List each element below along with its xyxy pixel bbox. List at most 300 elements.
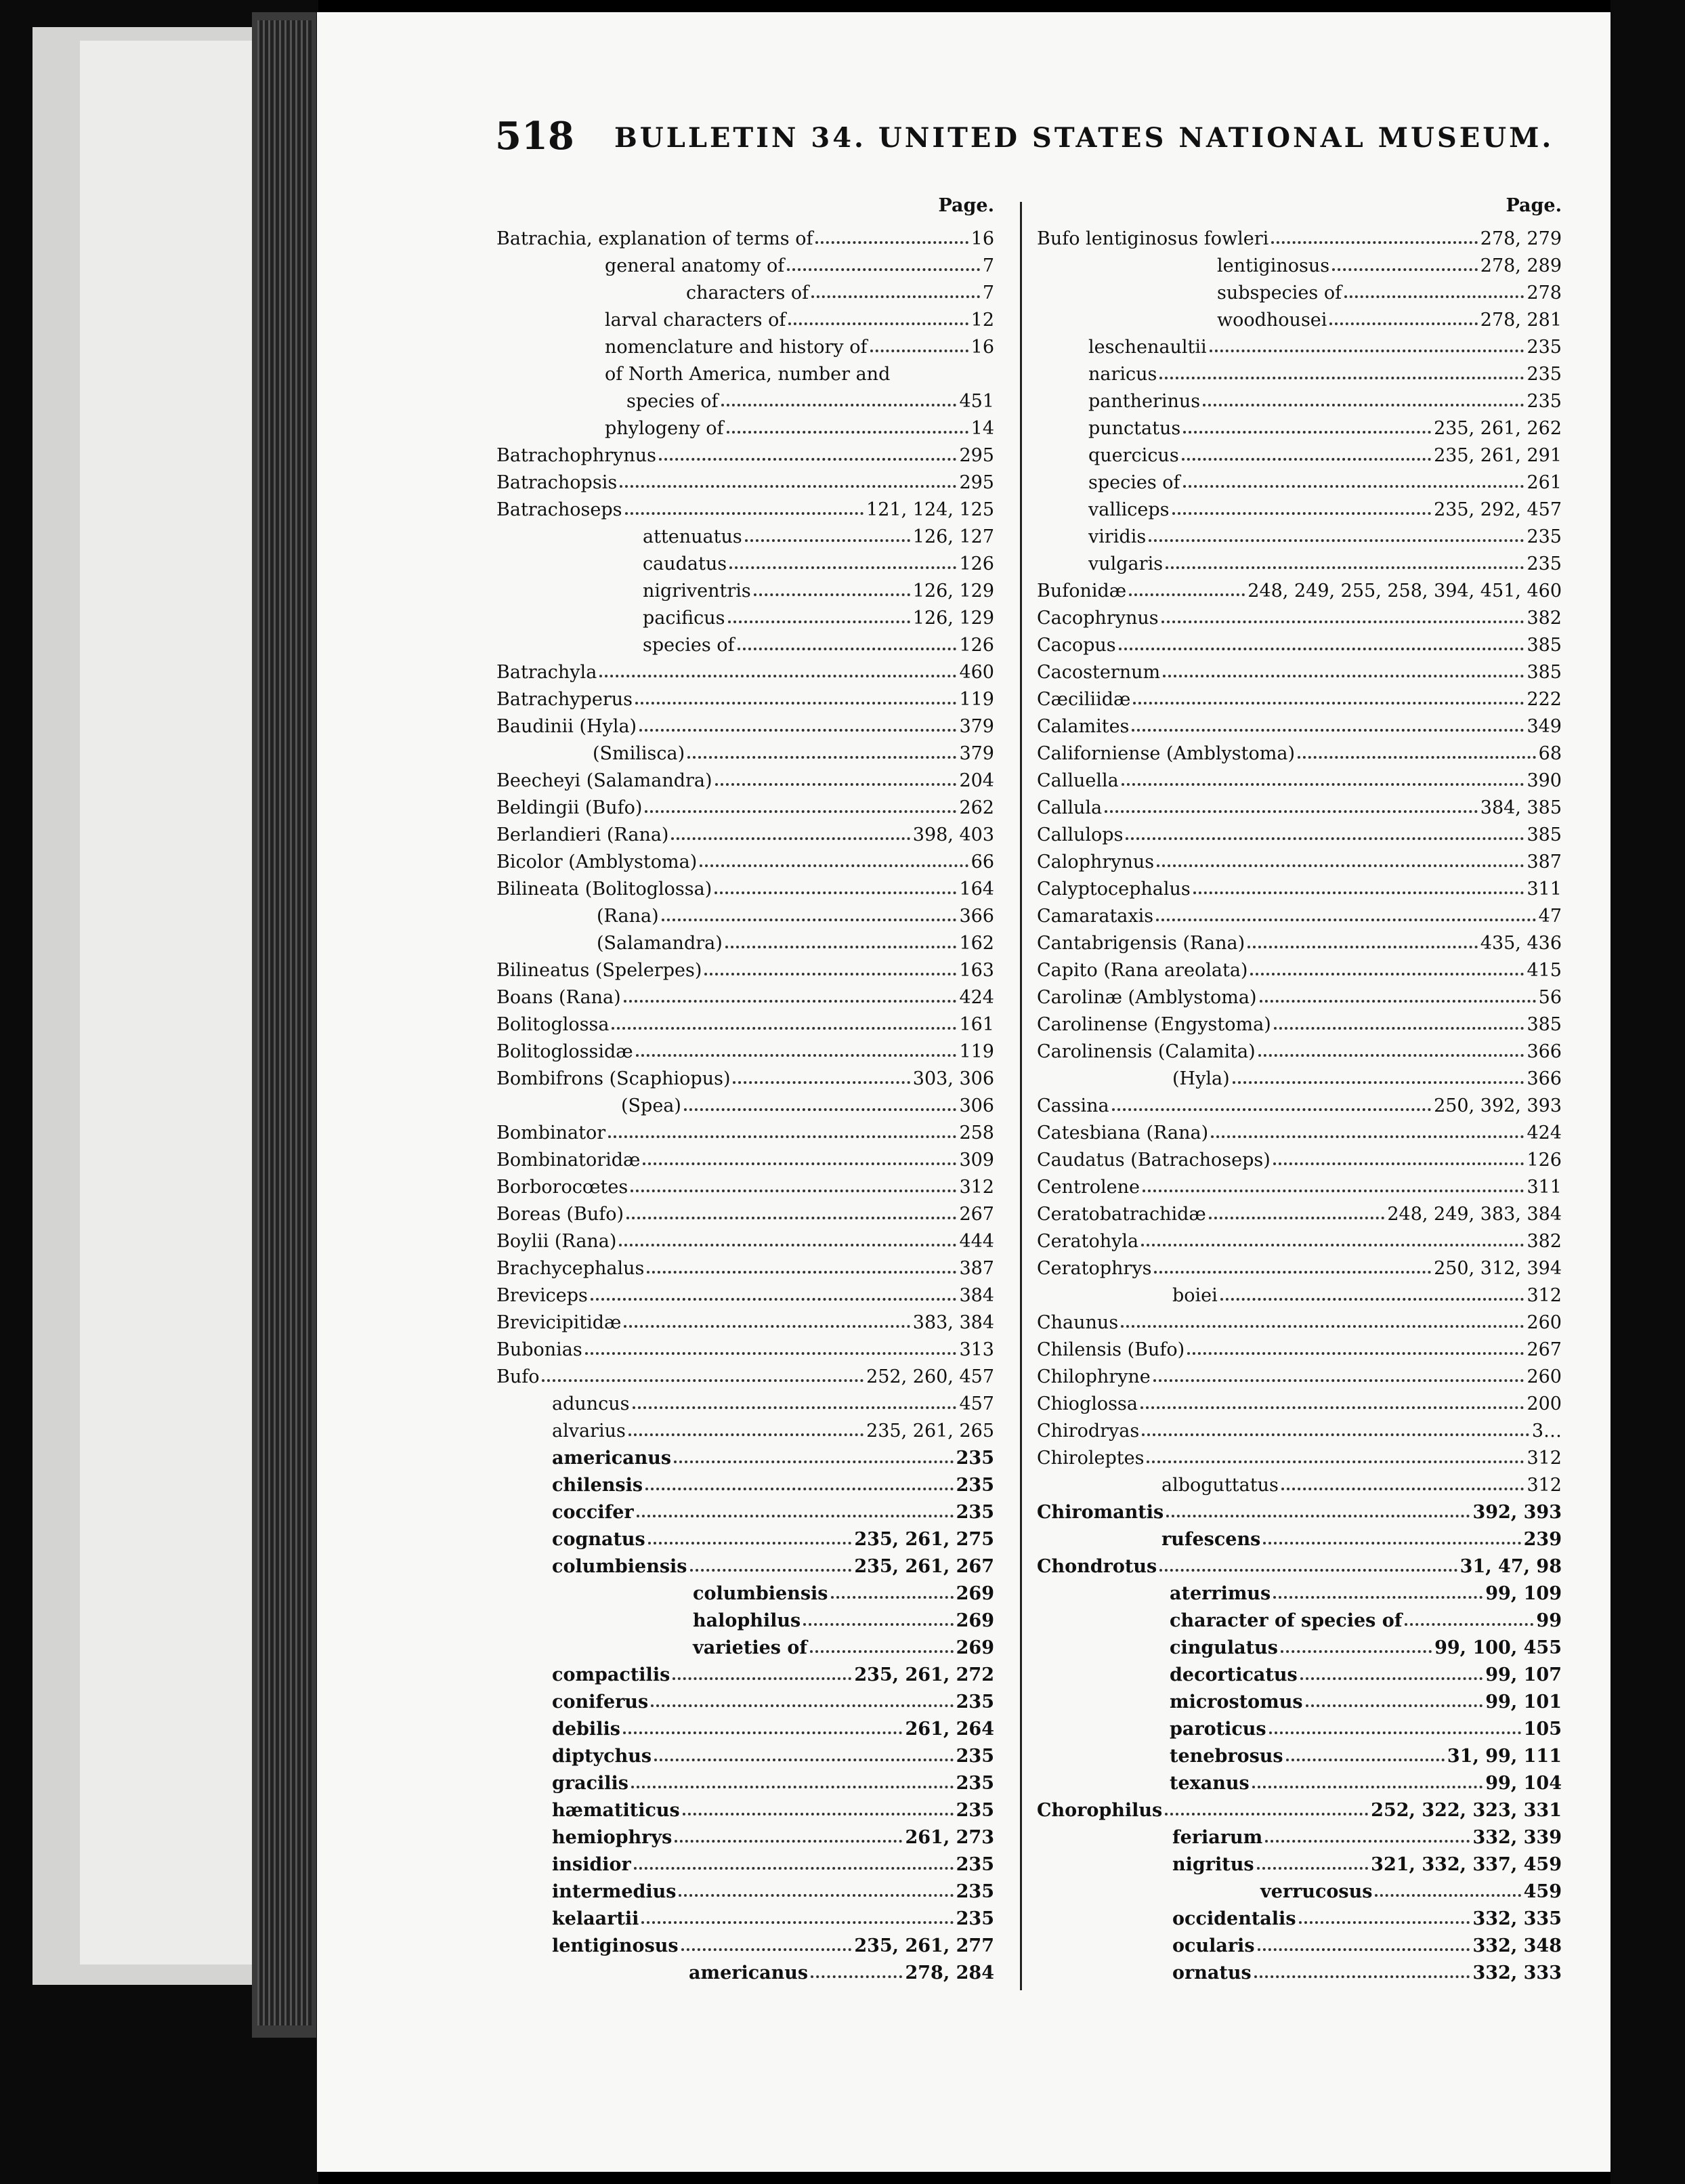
index-entry (1037, 1821, 1562, 1848)
dot-leader (727, 431, 968, 434)
index-entry (1037, 791, 1562, 818)
index-term: Chilensis (Bufo) (1037, 1339, 1185, 1360)
dot-leader (645, 1488, 954, 1490)
dot-leader (639, 729, 956, 732)
index-term: Chorophilus (1037, 1800, 1163, 1821)
index-entry (1037, 1550, 1562, 1577)
index-term: (Salamandra) (597, 933, 723, 954)
dot-leader (803, 1623, 953, 1626)
index-entry (1037, 1333, 1562, 1360)
page-references: 12 (971, 310, 994, 331)
index-term: Batrachyla (496, 662, 597, 683)
index-entry (496, 873, 994, 900)
dot-leader (1119, 648, 1524, 650)
dot-leader (1132, 729, 1524, 732)
dot-leader (633, 1406, 957, 1409)
page-references: 278, 289 (1480, 255, 1562, 276)
page-references: 366 (1527, 1041, 1562, 1062)
page-references: 260 (1527, 1312, 1562, 1333)
page-references: 235, 261, 275 (854, 1529, 994, 1550)
index-entry (1037, 466, 1562, 493)
index-entry (496, 1956, 994, 1983)
dot-leader (591, 1298, 957, 1301)
index-entry (496, 1523, 994, 1550)
index-term: Caudatus (Batrachoseps) (1037, 1150, 1271, 1171)
index-term: diptychus (552, 1746, 652, 1767)
index-entry (1037, 1875, 1562, 1902)
index-term: hæmatiticus (552, 1800, 680, 1821)
dot-leader (1153, 1379, 1524, 1382)
dot-leader (1299, 1921, 1470, 1924)
page-references: 235, 261, 265 (866, 1421, 994, 1442)
index-term: aduncus (552, 1393, 630, 1414)
page-references: 235, 261, 272 (854, 1664, 994, 1685)
dot-leader (1121, 1325, 1524, 1328)
index-entry (496, 1929, 994, 1956)
dot-leader (1133, 702, 1524, 705)
page-references: 235 (956, 1448, 994, 1469)
index-entry (496, 1143, 994, 1171)
index-term: decorticatus (1170, 1664, 1298, 1685)
dot-leader (725, 946, 957, 948)
dot-leader (1286, 1759, 1445, 1761)
dot-leader (788, 322, 968, 325)
index-term: Cantabrigensis (Rana) (1037, 933, 1245, 954)
index-entry (1037, 1062, 1562, 1089)
index-term: Bilineatus (Spelerpes) (496, 960, 702, 981)
index-term: tenebrosus (1170, 1746, 1283, 1767)
dot-leader (612, 1027, 956, 1030)
dot-leader (1147, 1461, 1524, 1463)
dot-leader (1122, 783, 1524, 786)
dot-leader (1250, 973, 1524, 975)
dot-leader (647, 1271, 956, 1274)
index-entry (496, 358, 994, 385)
index-entry (1037, 602, 1562, 629)
index-entry (496, 574, 994, 602)
dot-leader (1159, 377, 1524, 379)
dot-leader (1306, 1704, 1483, 1707)
page-references: 260 (1527, 1366, 1562, 1387)
index-entry (496, 710, 994, 737)
index-entry (496, 276, 994, 303)
dot-leader (1274, 1027, 1524, 1030)
index-term: species of (1088, 472, 1180, 493)
index-entry (1037, 1713, 1562, 1740)
index-entry (496, 1198, 994, 1225)
page-references: 258 (959, 1122, 994, 1143)
index-term: pacificus (643, 608, 725, 629)
page-references: 385 (1527, 824, 1562, 845)
page-references: 278 (1527, 282, 1562, 303)
index-list-left (496, 222, 994, 1983)
page-references: 261, 264 (905, 1719, 994, 1740)
dot-leader (654, 1759, 954, 1761)
index-term: Chirodryas (1037, 1421, 1140, 1442)
index-entry (496, 845, 994, 873)
index-entry (1037, 385, 1562, 412)
index-entry (496, 981, 994, 1008)
page-references: 312 (1527, 1285, 1562, 1306)
index-entry (496, 629, 994, 656)
dot-leader (1258, 1948, 1470, 1951)
index-entry (496, 1713, 994, 1740)
index-entry (496, 1740, 994, 1767)
page-references: 105 (1523, 1719, 1562, 1740)
index-entry (1037, 900, 1562, 927)
index-term: Cacophrynus (1037, 608, 1159, 629)
index-term: of North America, number and (605, 364, 891, 385)
index-entry (1037, 1848, 1562, 1875)
index-entry (1037, 1198, 1562, 1225)
index-term: gracilis (552, 1773, 629, 1794)
index-entry (496, 1875, 994, 1902)
index-term: alboguttatus (1161, 1475, 1279, 1496)
page-references: 382 (1527, 608, 1562, 629)
page-references: 382 (1527, 1231, 1562, 1252)
index-term: Batrachoseps (496, 499, 622, 520)
dot-leader (1193, 891, 1524, 894)
dot-leader (1344, 295, 1524, 298)
index-entry (496, 331, 994, 358)
page-references: 332, 339 (1472, 1827, 1562, 1848)
page-references: 349 (1527, 716, 1562, 737)
index-term: (Spea) (621, 1095, 681, 1116)
index-term: ornatus (1172, 1962, 1252, 1983)
dot-leader (625, 512, 864, 515)
dot-leader (1156, 919, 1536, 921)
page-references: 306 (959, 1095, 994, 1116)
index-entry (1037, 276, 1562, 303)
index-term: lentiginosus (552, 1935, 679, 1956)
page-references: 119 (959, 689, 994, 710)
index-entry (496, 1685, 994, 1713)
index-term: Bombinator (496, 1122, 606, 1143)
page-references: 460 (959, 662, 994, 683)
dot-leader (1265, 1840, 1470, 1843)
index-term: americanus (689, 1962, 809, 1983)
page-references: 385 (1527, 662, 1562, 683)
index-term: Boreas (Bufo) (496, 1204, 624, 1225)
index-entry (496, 1469, 994, 1496)
page-references: 261, 273 (905, 1827, 994, 1848)
page-references: 99, 107 (1485, 1664, 1562, 1685)
index-term: valliceps (1088, 499, 1170, 520)
index-entry (496, 954, 994, 981)
dot-leader (1112, 1108, 1431, 1111)
running-title: BULLETIN 34. UNITED STATES NATIONAL MUSEUM. (614, 122, 1554, 154)
dot-leader (700, 864, 968, 867)
page-references: 332, 348 (1472, 1935, 1562, 1956)
index-entry (1037, 222, 1562, 249)
index-term: nomenclature and history of (605, 337, 868, 358)
index-entry (496, 385, 994, 412)
dot-leader (1332, 268, 1478, 271)
index-entry (496, 900, 994, 927)
dot-leader (635, 702, 956, 705)
page-references: 235, 292, 457 (1434, 499, 1562, 520)
index-entry (1037, 1442, 1562, 1469)
page-references: 248, 249, 255, 258, 394, 451, 460 (1247, 581, 1562, 602)
index-term: species of (643, 635, 735, 656)
dot-leader (628, 1433, 863, 1436)
index-term: Cacopus (1037, 635, 1116, 656)
dot-leader (631, 1190, 956, 1192)
index-term: (Rana) (597, 906, 659, 927)
index-entry (496, 1062, 994, 1089)
index-term: verrucosus (1260, 1881, 1373, 1902)
dot-leader (1258, 1054, 1524, 1057)
index-entry (496, 466, 994, 493)
page-references: 56 (1538, 987, 1562, 1008)
page-references: 163 (959, 960, 994, 981)
index-entry (1037, 520, 1562, 547)
page-references: 252, 260, 457 (866, 1366, 994, 1387)
index-entry (496, 791, 994, 818)
dot-leader (599, 675, 956, 677)
page-references: 267 (959, 1204, 994, 1225)
index-entry (496, 493, 994, 520)
page-references: 383, 384 (912, 1312, 994, 1333)
dot-leader (811, 1975, 902, 1978)
page-references: 126 (959, 635, 994, 656)
dot-leader (1154, 1271, 1431, 1274)
dot-leader (721, 404, 957, 406)
page-references: 332, 335 (1472, 1908, 1562, 1929)
dot-leader (1140, 1406, 1524, 1409)
index-entry (496, 602, 994, 629)
page-references: 3… (1531, 1421, 1562, 1442)
page-references: 235 (956, 1881, 994, 1902)
page-references: 235 (956, 1800, 994, 1821)
page-references: 424 (959, 987, 994, 1008)
dot-leader (745, 539, 910, 542)
index-entry (496, 1550, 994, 1577)
column-heading-page: Page. (938, 195, 994, 216)
index-entry (1037, 1225, 1562, 1252)
page-references: 119 (959, 1041, 994, 1062)
dot-leader (728, 621, 910, 623)
dot-leader (1211, 1135, 1524, 1138)
index-entry (1037, 656, 1562, 683)
page-number: 518 (495, 114, 574, 159)
index-entry (1037, 1929, 1562, 1956)
index-term: Calophrynus (1037, 852, 1155, 873)
page-references: 222 (1527, 689, 1562, 710)
page-references: 312 (959, 1177, 994, 1198)
index-entry (1037, 574, 1562, 602)
index-entry (496, 818, 994, 845)
page-references: 200 (1527, 1393, 1562, 1414)
index-term: columbiensis (552, 1556, 687, 1577)
index-entry (1037, 1902, 1562, 1929)
dot-leader (714, 891, 956, 894)
dot-leader (811, 295, 980, 298)
page-references: 99, 101 (1485, 1692, 1562, 1713)
dot-leader (1329, 322, 1477, 325)
index-entry (496, 1360, 994, 1387)
dot-leader (733, 1081, 910, 1084)
index-term: Boylii (Rana) (496, 1231, 617, 1252)
index-entry (1037, 412, 1562, 439)
index-term: ocularis (1172, 1935, 1255, 1956)
dot-leader (1183, 431, 1431, 434)
index-term: paroticus (1170, 1719, 1266, 1740)
index-term: kelaartii (552, 1908, 639, 1929)
index-term: Chiroleptes (1037, 1448, 1145, 1469)
dot-leader (643, 1162, 956, 1165)
page-references: 235, 261, 262 (1434, 418, 1562, 439)
dot-leader (1210, 350, 1524, 352)
index-term: woodhousei (1217, 310, 1327, 331)
index-entry (496, 1821, 994, 1848)
page-references: 312 (1527, 1448, 1562, 1469)
page-references: 435, 436 (1480, 933, 1562, 954)
index-term: boiei (1172, 1285, 1218, 1306)
index-entry (1037, 1089, 1562, 1116)
index-term: Cacosternum (1037, 662, 1161, 683)
index-entry (1037, 1604, 1562, 1631)
index-entry (496, 1794, 994, 1821)
index-term: punctatus (1088, 418, 1181, 439)
index-entry (496, 1767, 994, 1794)
index-entry (1037, 1469, 1562, 1496)
page-references: 379 (959, 743, 994, 764)
page-references: 121, 124, 125 (866, 499, 994, 520)
dot-leader (608, 1135, 956, 1138)
index-entry (496, 412, 994, 439)
index-term: quercicus (1088, 445, 1179, 466)
page-references: 68 (1538, 743, 1562, 764)
page-references: 366 (1527, 1068, 1562, 1089)
page-references: 392, 393 (1472, 1502, 1562, 1523)
index-term: Carolinensis (Calamita) (1037, 1041, 1256, 1062)
page-references: 390 (1527, 770, 1562, 791)
index-term: Bombinatoridæ (496, 1150, 641, 1171)
page-references: 235 (956, 1502, 994, 1523)
index-term: insidior (552, 1854, 631, 1875)
index-term: microstomus (1170, 1692, 1303, 1713)
index-term: aterrimus (1170, 1583, 1271, 1604)
dot-leader (1183, 485, 1524, 488)
index-term: phylogeny of (605, 418, 724, 439)
dot-leader (687, 756, 956, 759)
page-references: 384, 385 (1480, 797, 1562, 818)
index-term: halophilus (693, 1610, 801, 1631)
dot-leader (620, 485, 956, 488)
dot-leader (651, 1704, 953, 1707)
page-references: 99, 104 (1485, 1773, 1562, 1794)
page-references: 313 (959, 1339, 994, 1360)
page-references: 250, 312, 394 (1434, 1258, 1562, 1279)
dot-leader (1142, 1433, 1529, 1436)
page-references: 387 (1527, 852, 1562, 873)
dot-leader (787, 268, 980, 271)
index-entry (496, 547, 994, 574)
index-term: intermedius (552, 1881, 677, 1902)
index-term: Bombifrons (Scaphiopus) (496, 1068, 731, 1089)
index-term: caudatus (643, 553, 727, 574)
page-references: 162 (959, 933, 994, 954)
dot-leader (636, 1054, 957, 1057)
index-term: Camarataxis (1037, 906, 1154, 927)
page-references: 459 (1523, 1881, 1562, 1902)
index-term: nigritus (1172, 1854, 1254, 1875)
index-term: Carolinæ (Amblystoma) (1037, 987, 1257, 1008)
page-references: 235 (956, 1692, 994, 1713)
page-references: 235 (956, 1773, 994, 1794)
index-term: columbiensis (693, 1583, 828, 1604)
index-entry (1037, 873, 1562, 900)
index-entry (1037, 1035, 1562, 1062)
page-references: 311 (1527, 879, 1562, 900)
page-references: 252, 322, 323, 331 (1371, 1800, 1562, 1821)
index-entry (1037, 1523, 1562, 1550)
dot-leader (1281, 1488, 1524, 1490)
index-term: rufescens (1161, 1529, 1261, 1550)
dot-leader (675, 1840, 902, 1843)
index-entry (1037, 981, 1562, 1008)
index-entry (496, 1577, 994, 1604)
index-term: chilensis (552, 1475, 643, 1496)
index-term: cingulatus (1170, 1637, 1278, 1658)
page-references: 16 (971, 337, 994, 358)
index-entry (496, 520, 994, 547)
page-references: 415 (1527, 960, 1562, 981)
index-entry (496, 737, 994, 764)
index-term: Bicolor (Amblystoma) (496, 852, 698, 873)
index-term: americanus (552, 1448, 672, 1469)
index-entry (496, 1306, 994, 1333)
index-entry (1037, 1740, 1562, 1767)
page-references: 7 (982, 255, 994, 276)
right-binding-edge (1611, 0, 1685, 2184)
dot-leader (585, 1352, 957, 1355)
index-entry (496, 1658, 994, 1685)
index-entry (1037, 1577, 1562, 1604)
dot-leader (1260, 1000, 1536, 1003)
page-references: 14 (971, 418, 994, 439)
index-entry (496, 1008, 994, 1035)
page-references: 126, 129 (912, 581, 994, 602)
page-references: 161 (959, 1014, 994, 1035)
index-entry (1037, 737, 1562, 764)
page-header (495, 114, 1646, 161)
page-references: 204 (959, 770, 994, 791)
index-entry (496, 1035, 994, 1062)
dot-leader (673, 1677, 851, 1680)
index-entry (496, 249, 994, 276)
index-entry (496, 1631, 994, 1658)
index-entry (1037, 1956, 1562, 1983)
dot-leader (1161, 621, 1524, 623)
index-term: Chaunus (1037, 1312, 1119, 1333)
page-references: 31, 47, 98 (1459, 1556, 1562, 1577)
index-term: hemiophrys (552, 1827, 673, 1848)
dot-leader (542, 1379, 863, 1382)
index-entry (1037, 683, 1562, 710)
index-term: Bolitoglossidæ (496, 1041, 633, 1062)
page-references: 269 (956, 1637, 994, 1658)
page-references: 312 (1527, 1475, 1562, 1496)
page-references: 250, 392, 393 (1434, 1095, 1562, 1116)
index-term: Chioglossa (1037, 1393, 1138, 1414)
index-entry (496, 1171, 994, 1198)
dot-leader (690, 1569, 852, 1572)
index-term: Calluella (1037, 770, 1119, 791)
index-entry (496, 439, 994, 466)
dot-leader (754, 593, 910, 596)
